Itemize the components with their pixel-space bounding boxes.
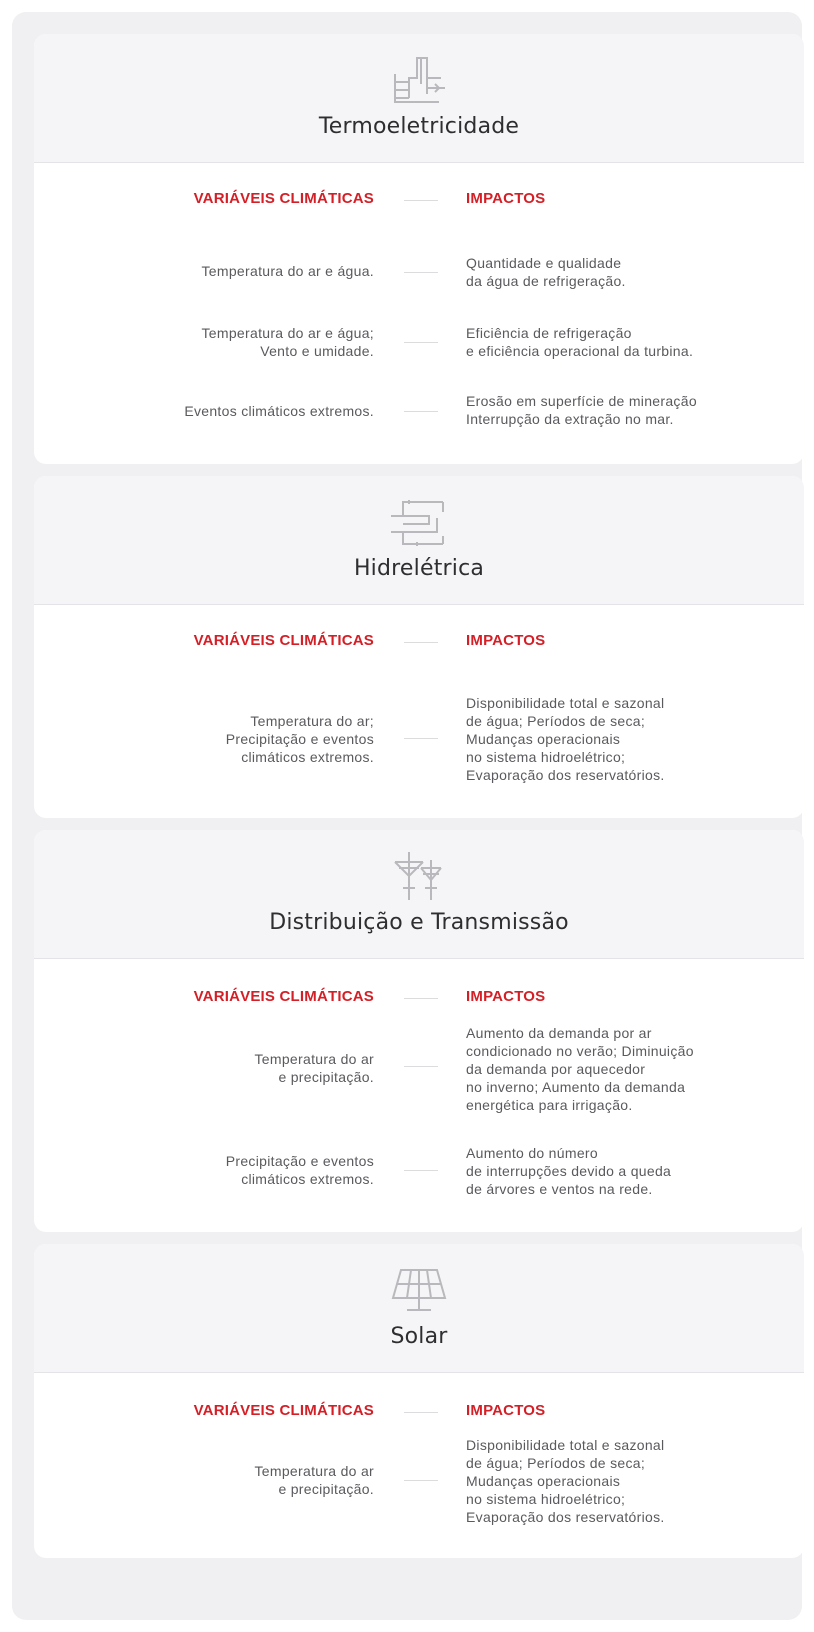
- variables-column-header: VARIÁVEIS CLIMÁTICAS: [193, 1402, 374, 1419]
- divider-dash: [404, 272, 438, 273]
- cell-text-line: Vento e umidade.: [260, 343, 374, 359]
- impacts-column-header: IMPACTOS: [466, 988, 546, 1005]
- table-row: [34, 254, 804, 294]
- divider-dash: [404, 1480, 438, 1481]
- cell-text-line: de árvores e ventos na rede.: [466, 1181, 653, 1197]
- divider-dash: [404, 738, 438, 739]
- impacts-column-header: IMPACTOS: [466, 1402, 546, 1419]
- cell-text-line: Disponibilidade total e sazonal: [466, 1437, 665, 1453]
- table-row: [34, 1436, 804, 1528]
- variables-cell: [74, 324, 374, 360]
- column-header-row: [34, 1402, 804, 1424]
- table-row: [34, 694, 804, 786]
- section-header: [34, 476, 804, 605]
- cell-text-line: climáticos extremos.: [241, 749, 374, 765]
- cell-text-line: Evaporação dos reservatórios.: [466, 1509, 665, 1525]
- page-container: [12, 12, 802, 1620]
- variables-cell: [74, 1050, 374, 1086]
- solar-panel-icon: [389, 1264, 449, 1316]
- transmission-tower-icon: [389, 850, 449, 902]
- impacts-column-header: IMPACTOS: [466, 190, 546, 207]
- cell-text-line: energética para irrigação.: [466, 1097, 633, 1113]
- impacts-cell: [466, 1436, 786, 1526]
- section-header: [34, 830, 804, 959]
- section-header: [34, 1244, 804, 1373]
- impacts-column-header: IMPACTOS: [466, 632, 546, 649]
- divider-dash: [404, 1412, 438, 1413]
- section-title: Distribuição e Transmissão: [269, 910, 569, 935]
- divider-dash: [404, 342, 438, 343]
- cell-text-line: Evaporação dos reservatórios.: [466, 767, 665, 783]
- cell-text-line: Temperatura do ar e água;: [201, 325, 374, 341]
- cell-text-line: Aumento da demanda por ar: [466, 1025, 652, 1041]
- hydro-pipes-icon: [389, 496, 449, 548]
- section-header: [34, 34, 804, 163]
- table-row: [34, 1144, 804, 1200]
- impacts-cell: [466, 1024, 786, 1114]
- divider-dash: [404, 200, 438, 201]
- cell-text-line: no sistema hidroelétrico;: [466, 1491, 626, 1507]
- section-card-termoeletricidade: [34, 34, 804, 464]
- section-card-distribuicao: [34, 830, 804, 1232]
- cell-text-line: Temperatura do ar;: [250, 713, 374, 729]
- section-title: Termoeletricidade: [318, 114, 520, 139]
- divider-dash: [404, 1170, 438, 1171]
- cell-text-line: da demanda por aquecedor: [466, 1061, 646, 1077]
- section-card-hidreletrica: [34, 476, 804, 818]
- cell-text-line: Precipitação e eventos: [225, 1153, 374, 1169]
- variables-column-header: VARIÁVEIS CLIMÁTICAS: [193, 988, 374, 1005]
- cell-text-line: Temperatura do ar e água.: [201, 263, 374, 279]
- cell-text-line: e precipitação.: [278, 1481, 374, 1497]
- divider-dash: [404, 411, 438, 412]
- variables-cell: [74, 262, 374, 280]
- cell-text-line: no inverno; Aumento da demanda: [466, 1079, 686, 1095]
- cell-text-line: Eventos climáticos extremos.: [184, 403, 374, 419]
- column-header-row: [34, 632, 804, 654]
- cell-text-line: Mudanças operacionais: [466, 731, 621, 747]
- cell-text-line: de água; Períodos de seca;: [466, 1455, 646, 1471]
- variables-cell: [74, 1152, 374, 1188]
- impacts-cell: [466, 694, 786, 784]
- variables-cell: [74, 402, 374, 420]
- variables-column-header: VARIÁVEIS CLIMÁTICAS: [193, 190, 374, 207]
- section-title: Solar: [390, 1324, 448, 1349]
- impacts-cell: [466, 324, 786, 360]
- table-row: [34, 324, 804, 364]
- divider-dash: [404, 1066, 438, 1067]
- column-header-row: [34, 190, 804, 212]
- cell-text-line: Temperatura do ar: [254, 1463, 374, 1479]
- impacts-cell: [466, 254, 786, 290]
- divider-dash: [404, 642, 438, 643]
- table-row: [34, 392, 804, 432]
- cell-text-line: Disponibilidade total e sazonal: [466, 695, 665, 711]
- cell-text-line: Aumento do número: [466, 1145, 598, 1161]
- cell-text-line: Mudanças operacionais: [466, 1473, 621, 1489]
- cell-text-line: e precipitação.: [278, 1069, 374, 1085]
- variables-cell: [74, 712, 374, 766]
- cell-text-line: Interrupção da extração no mar.: [466, 411, 674, 427]
- divider-dash: [404, 998, 438, 999]
- cell-text-line: da água de refrigeração.: [466, 273, 626, 289]
- variables-column-header: VARIÁVEIS CLIMÁTICAS: [193, 632, 374, 649]
- cell-text-line: Quantidade e qualidade: [466, 255, 622, 271]
- cell-text-line: climáticos extremos.: [241, 1171, 374, 1187]
- cell-text-line: de água; Períodos de seca;: [466, 713, 646, 729]
- cell-text-line: condicionado no verão; Diminuição: [466, 1043, 694, 1059]
- section-card-solar: [34, 1244, 804, 1558]
- impacts-cell: [466, 392, 786, 428]
- section-title: Hidrelétrica: [353, 556, 485, 581]
- table-row: [34, 1024, 804, 1116]
- cell-text-line: Eficiência de refrigeração: [466, 325, 632, 341]
- cell-text-line: Temperatura do ar: [254, 1051, 374, 1067]
- cell-text-line: no sistema hidroelétrico;: [466, 749, 626, 765]
- cell-text-line: Precipitação e eventos: [225, 731, 374, 747]
- impacts-cell: [466, 1144, 786, 1198]
- cell-text-line: de interrupções devido a queda: [466, 1163, 672, 1179]
- cell-text-line: Erosão em superfície de mineração: [466, 393, 697, 409]
- variables-cell: [74, 1462, 374, 1498]
- thermo-plant-icon: [389, 54, 449, 106]
- column-header-row: [34, 988, 804, 1010]
- cell-text-line: e eficiência operacional da turbina.: [466, 343, 694, 359]
